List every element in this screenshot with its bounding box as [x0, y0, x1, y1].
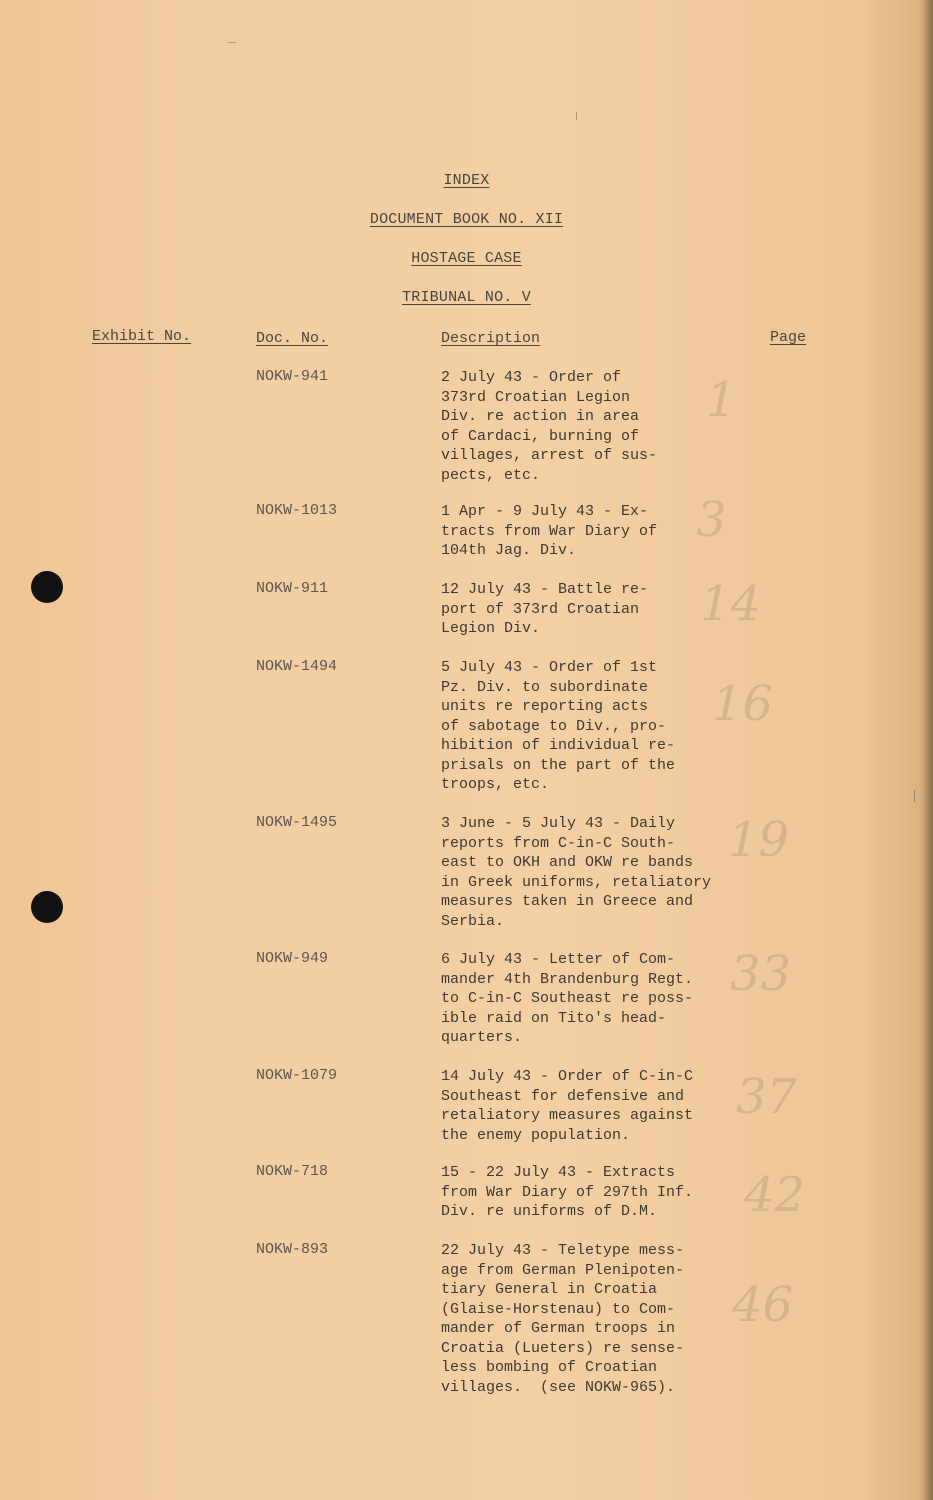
tribunal-title: TRIBUNAL NO. V [402, 289, 531, 306]
speck [228, 42, 236, 43]
column-header-page: Page [770, 329, 807, 346]
page-number: 1 [706, 372, 737, 428]
page-number: 42 [744, 1167, 806, 1223]
entry-description: 15 - 22 July 43 - Extracts from War Diary of 297th Inf. Div. re uniforms of D.M. [441, 1164, 694, 1220]
doc-number: NOKW-1494 [256, 658, 338, 675]
doc-number: NOKW-911 [256, 580, 329, 597]
entry-description: 1 Apr - 9 July 43 - Ex- tracts from War Diary of 104th Jag. Div. [441, 503, 658, 559]
page-number: 3 [696, 492, 727, 548]
case-title: HOSTAGE CASE [411, 250, 522, 267]
page-number: 16 [712, 676, 774, 732]
index-title: INDEX [443, 172, 490, 189]
document-book-title: DOCUMENT BOOK NO. XII [369, 211, 564, 228]
column-header-description: Description [441, 330, 541, 347]
doc-number: NOKW-1495 [256, 814, 338, 831]
entry-description: 6 July 43 - Letter of Com- mander 4th Brandenburg Regt. to C-in-C Southeast re poss- ible raid on Tito's head- quarters. [441, 951, 694, 1046]
page-number: 46 [732, 1277, 794, 1333]
punch-hole-top [31, 571, 63, 603]
doc-number: NOKW-1079 [256, 1067, 338, 1084]
entry-description: 5 July 43 - Order of 1st Pz. Div. to subordinate units re reporting acts of sabotage to Div., pro- hibition of individual re- prisals on the part of the troops, etc. [441, 659, 676, 793]
page-number: 14 [700, 576, 762, 632]
entry-description: 22 July 43 - Teletype mess- age from German Plenipoten- tiary General in Croatia (Glaise-Horstenau) to Com- mander of German troops in Croatia (Lueters) re sense- less bombing of Croatian villages. (see NOKW-965). [441, 1242, 685, 1396]
column-header-exhibit: Exhibit No. [92, 328, 192, 345]
entry-description: 14 July 43 - Order of C-in-C Southeast for defensive and retaliatory measures against the enemy population. [441, 1068, 694, 1144]
page-number: 33 [730, 946, 792, 1002]
doc-number: NOKW-1013 [256, 502, 338, 519]
doc-number: NOKW-893 [256, 1241, 329, 1258]
doc-number: NOKW-718 [256, 1163, 329, 1180]
entry-description: 12 July 43 - Battle re- port of 373rd Croatian Legion Div. [441, 581, 649, 637]
page-number: 19 [728, 812, 790, 868]
entry-description: 3 June - 5 July 43 - Daily reports from C-in-C South- east to OKH and OKW re bands in Greek uniforms, retaliatory measures taken in Greece and Serbia. [441, 815, 712, 930]
entry-description: 2 July 43 - Order of 373rd Croatian Legion Div. re action in area of Cardaci, burning of villages, arrest of sus- pects, etc. [441, 369, 658, 484]
punch-hole-bottom [31, 891, 63, 923]
speck [576, 112, 577, 120]
page-number: 37 [736, 1069, 798, 1125]
doc-number: NOKW-949 [256, 950, 329, 967]
speck [914, 790, 915, 802]
column-header-doc-no: Doc. No. [256, 330, 329, 347]
doc-number: NOKW-941 [256, 368, 329, 385]
